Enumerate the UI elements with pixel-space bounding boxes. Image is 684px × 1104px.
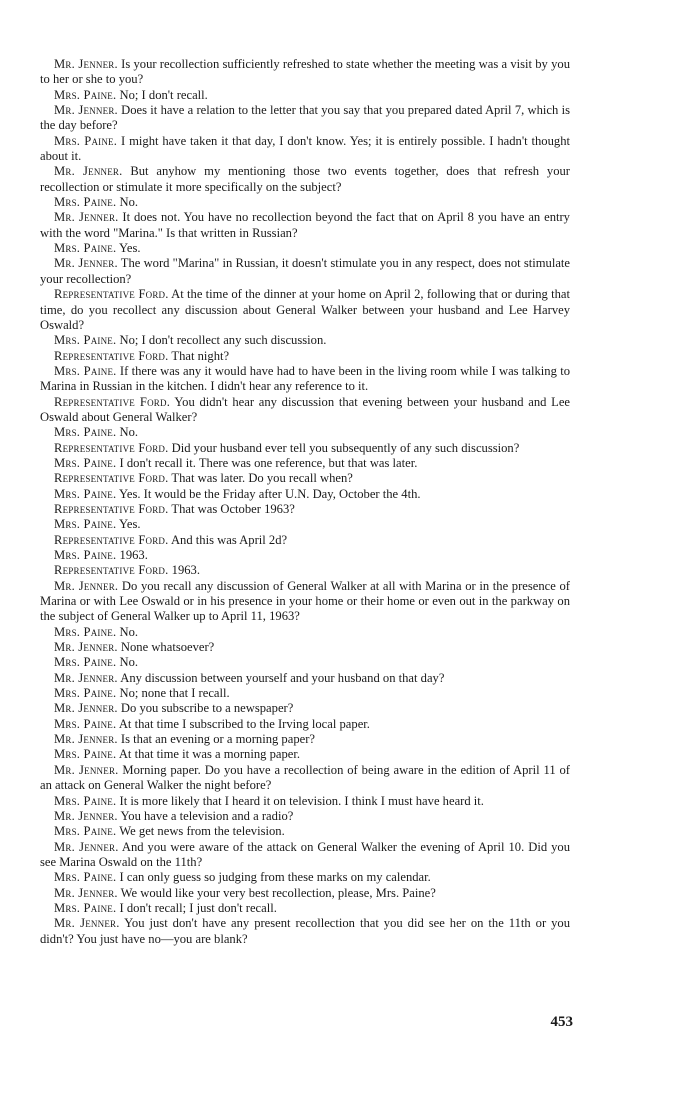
testimony-paragraph xyxy=(40,794,570,809)
testimony-paragraph xyxy=(40,349,570,364)
testimony-paragraph xyxy=(40,88,570,103)
testimony-text: No; I don't recollect any such discussion. xyxy=(119,333,327,348)
testimony-paragraph xyxy=(40,901,570,916)
speaker-name: Mrs. Paine. xyxy=(54,900,117,915)
speaker-name: Mrs. Paine. xyxy=(54,548,117,562)
testimony-text: I don't recall it. There was one reference, but that was later. xyxy=(119,455,418,470)
testimony-paragraph xyxy=(40,517,570,532)
testimony-paragraph xyxy=(40,763,570,794)
testimony-text: Morning paper. Do you have a recollection of being aware in the edition of April 11 of an attack on General Walker the night before? xyxy=(40,762,571,793)
testimony-paragraph xyxy=(40,840,570,871)
testimony-text: At the time of the dinner at your home on April 2, following that or during that time, do you recollect any discussion about General Walker between your husband and Lee Harvey Oswald? xyxy=(40,287,570,332)
speaker-name: Representative Ford. xyxy=(54,471,169,486)
testimony-paragraph xyxy=(40,287,570,333)
speaker-name: Representative Ford. xyxy=(54,563,169,578)
testimony-text: We would like your very best recollection, please, Mrs. Paine? xyxy=(120,885,436,900)
testimony-paragraph xyxy=(40,364,570,395)
speaker-name: Mrs. Paine. xyxy=(54,195,117,210)
speaker-name: Mrs. Paine. xyxy=(54,517,117,532)
testimony-paragraph xyxy=(40,164,570,195)
testimony-text: No. xyxy=(119,655,139,670)
testimony-paragraph xyxy=(40,134,570,165)
testimony-paragraph xyxy=(40,502,570,517)
testimony-paragraph xyxy=(40,686,570,701)
testimony-paragraph xyxy=(40,487,570,502)
testimony-paragraph xyxy=(40,548,570,563)
speaker-name: Mr. Jenner. xyxy=(54,210,119,225)
testimony-paragraph xyxy=(40,886,570,901)
speaker-name: Representative Ford. xyxy=(54,501,169,516)
testimony-paragraph xyxy=(40,195,570,210)
testimony-text: Do you recall any discussion of General Walker at all with Marina or in the presence of Marina or with Lee Oswald or in his presence in your home or their home or even out in the parkway on the subject of General Walker up to April 11, 1963? xyxy=(40,578,570,624)
speaker-name: Mr. Jenner. xyxy=(54,640,118,655)
testimony-paragraph xyxy=(40,916,570,947)
speaker-name: Mrs. Paine. xyxy=(54,747,117,762)
testimony-text: Did your husband ever tell you subsequently of any such discussion? xyxy=(171,440,520,455)
speaker-name: Mr. Jenner. xyxy=(54,808,118,823)
testimony-text: 1963. xyxy=(119,548,148,562)
testimony-paragraph xyxy=(40,241,570,256)
speaker-name: Mrs. Paine. xyxy=(54,133,118,148)
testimony-text: At that time I subscribed to the Irving local paper. xyxy=(118,716,370,731)
testimony-paragraph xyxy=(40,103,570,134)
speaker-name: Mrs. Paine. xyxy=(54,241,117,256)
speaker-name: Mr. Jenner. xyxy=(54,701,118,716)
speaker-name: Mrs. Paine. xyxy=(54,686,117,701)
testimony-paragraph xyxy=(40,625,570,640)
testimony-text: And this was April 2d? xyxy=(170,532,288,547)
testimony-text: The word "Marina" in Russian, it doesn't stimulate you in any respect, does not stimulate your recollection? xyxy=(40,256,571,286)
testimony-text: No; I don't recall. xyxy=(119,87,208,102)
speaker-name: Mr. Jenner. xyxy=(54,732,118,747)
speaker-name: Mrs. Paine. xyxy=(54,363,117,378)
speaker-name: Mrs. Paine. xyxy=(54,824,117,839)
testimony-paragraph xyxy=(40,747,570,762)
testimony-text: It is more likely that I heard it on television. I think I must have heard it. xyxy=(119,793,484,808)
speaker-name: Mr. Jenner. xyxy=(54,762,119,777)
testimony-text: And you were aware of the attack on General Walker the evening of April 10. Did you see Marina Oswald on the 11th? xyxy=(40,839,570,869)
testimony-text: Any discussion between yourself and your husband on that day? xyxy=(120,670,445,685)
speaker-name: Mrs. Paine. xyxy=(54,716,117,731)
speaker-name: Mrs. Paine. xyxy=(54,425,117,440)
testimony-text: You have a television and a radio? xyxy=(120,808,294,823)
testimony-paragraph xyxy=(40,870,570,885)
testimony-text: You just don't have any present recollection that you did see her on the 11th or you didn't? You just have no—you are blank? xyxy=(40,916,571,946)
testimony-paragraph xyxy=(40,471,570,486)
speaker-name: Mrs. Paine. xyxy=(54,793,117,808)
testimony-text: If there was any it would have had to have been in the living room while I was talking to Marina in Russian in the kitchen. I didn't hear any reference to it. xyxy=(40,363,570,394)
speaker-name: Mrs. Paine. xyxy=(54,455,117,470)
testimony-text: No. xyxy=(119,195,139,210)
speaker-name: Mr. Jenner. xyxy=(54,916,120,931)
testimony-text: No. xyxy=(119,425,139,440)
testimony-text: We get news from the television. xyxy=(119,824,285,839)
speaker-name: Mr. Jenner. xyxy=(54,256,118,271)
testimony-text: Is that an evening or a morning paper? xyxy=(120,732,315,747)
speaker-name: Mr. Jenner. xyxy=(54,578,119,593)
testimony-text: You didn't hear any discussion that evening between your husband and Lee Oswald about General Walker? xyxy=(40,394,571,424)
testimony-paragraph xyxy=(40,563,570,578)
speaker-name: Representative Ford. xyxy=(54,394,171,409)
testimony-text: No; none that I recall. xyxy=(119,686,230,701)
testimony-text: Does it have a relation to the letter that you say that you prepared dated April 7, which is the day before? xyxy=(40,103,570,133)
testimony-paragraph xyxy=(40,579,570,625)
testimony-text: I can only guess so judging from these marks on my calendar. xyxy=(119,870,431,885)
testimony-paragraph xyxy=(40,333,570,348)
testimony-paragraph xyxy=(40,655,570,670)
testimony-paragraph xyxy=(40,717,570,732)
speaker-name: Mrs. Paine. xyxy=(54,655,117,670)
speaker-name: Representative Ford. xyxy=(54,287,169,302)
testimony-paragraph xyxy=(40,809,570,824)
testimony-text: I might have taken it that day, I don't know. Yes; it is entirely possible. I hadn't thought about it. xyxy=(40,133,570,164)
page-number: 453 xyxy=(550,1014,573,1030)
speaker-name: Mr. Jenner. xyxy=(54,103,118,118)
testimony-text: Is your recollection sufficiently refreshed to state whether the meeting was a visit by you to her or she to you? xyxy=(40,57,570,87)
speaker-name: Representative Ford. xyxy=(54,440,169,455)
testimony-text: Yes. It would be the Friday after U.N. Day, October the 4th. xyxy=(119,486,421,501)
testimony-paragraph xyxy=(40,395,570,426)
speaker-name: Mr. Jenner. xyxy=(54,670,118,685)
testimony-text: 1963. xyxy=(171,563,200,578)
speaker-name: Mrs. Paine. xyxy=(54,486,117,501)
speaker-name: Mr. Jenner. xyxy=(54,839,119,854)
speaker-name: Mrs. Paine. xyxy=(54,87,117,102)
testimony-paragraph xyxy=(40,456,570,471)
testimony-text: But anyhow my mentioning those two events together, does that refresh your recollection or stimulate it more specifically on the subject? xyxy=(40,164,570,194)
speaker-name: Mr. Jenner. xyxy=(54,885,118,900)
testimony-paragraph xyxy=(40,425,570,440)
speaker-name: Mrs. Paine. xyxy=(54,870,117,885)
testimony-paragraph xyxy=(40,533,570,548)
speaker-name: Representative Ford. xyxy=(54,532,169,547)
testimony-text: At that time it was a morning paper. xyxy=(118,747,300,762)
testimony-paragraph xyxy=(40,732,570,747)
transcript-body xyxy=(40,57,570,947)
testimony-text: I don't recall; I just don't recall. xyxy=(119,900,277,915)
testimony-text: That night? xyxy=(171,348,230,363)
speaker-name: Mr. Jenner. xyxy=(54,164,123,179)
testimony-paragraph xyxy=(40,57,570,88)
testimony-paragraph xyxy=(40,210,570,241)
testimony-paragraph xyxy=(40,824,570,839)
testimony-text: That was October 1963? xyxy=(171,501,295,516)
testimony-paragraph xyxy=(40,640,570,655)
speaker-name: Mrs. Paine. xyxy=(54,624,117,639)
testimony-text: Yes. xyxy=(119,241,141,256)
testimony-text: None whatsoever? xyxy=(120,640,215,655)
speaker-name: Mrs. Paine. xyxy=(54,333,117,348)
testimony-text: That was later. Do you recall when? xyxy=(171,471,353,486)
testimony-paragraph xyxy=(40,701,570,716)
testimony-text: Yes. xyxy=(119,517,141,532)
testimony-text: It does not. You have no recollection beyond the fact that on April 8 you have an entry with the word "Marina." Is that written in Russian? xyxy=(40,210,570,240)
testimony-paragraph xyxy=(40,256,570,287)
speaker-name: Representative Ford. xyxy=(54,348,169,363)
speaker-name: Mr. Jenner. xyxy=(54,57,118,71)
testimony-text: No. xyxy=(119,624,139,639)
testimony-paragraph xyxy=(40,441,570,456)
testimony-text: Do you subscribe to a newspaper? xyxy=(120,701,294,716)
testimony-paragraph xyxy=(40,671,570,686)
